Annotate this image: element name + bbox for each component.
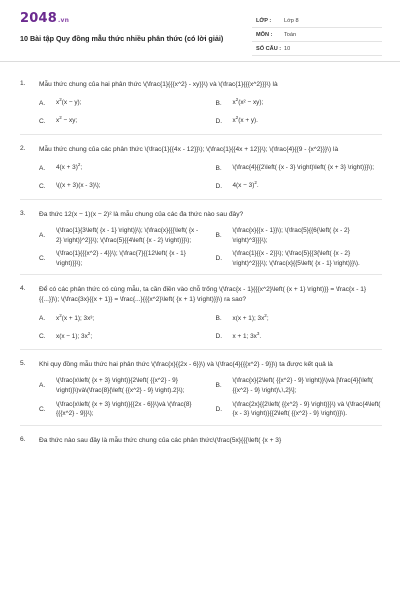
option-letter: B. xyxy=(215,382,222,390)
option-text-tail: − xy; xyxy=(61,117,78,125)
logo-main: 2048 xyxy=(20,11,57,26)
option-text-main: \(\frac{x\left( {x + 3} \right)}{{2x - 6}}\)và \(\frac{8}{{{x^2} - 9}}\); xyxy=(56,400,192,418)
option-text-tail: (x + 1); 3x³; xyxy=(61,314,95,322)
option-text xyxy=(233,98,264,108)
answer-option[interactable] xyxy=(39,400,206,419)
answer-option[interactable] xyxy=(39,179,206,193)
meta-row-count xyxy=(252,42,382,56)
option-text-main: x(x − 1); 3x xyxy=(56,332,88,340)
option-exponent: 2 xyxy=(59,97,62,103)
option-text xyxy=(233,400,383,419)
question-text: Khi quy đồng mẫu thức hai phân thức \(\frac{x}{{2x - 6}}\) và \(\frac{4}{{{x^2} - 9}}\) ta được kết quả là xyxy=(39,361,333,369)
meta-label: SỐ CÂU : xyxy=(256,46,282,52)
option-text xyxy=(233,376,383,395)
answer-option[interactable] xyxy=(39,311,206,325)
question-number: 6. xyxy=(20,435,26,443)
question-text: Đa thức nào sau đây là mẫu thức chung của các phân thức\(\frac{5x}{{{\left( {x + 3} xyxy=(39,436,282,444)
option-text-main: x(x + 1); 3x xyxy=(232,314,265,322)
question-text: Mẫu thức chung của các phân thức \(\frac{1}{{4x - 12}}\); \(\frac{1}{{4x + 12}}\); \(\frac{4}{{9 - {x^2}}}\) là xyxy=(39,146,339,153)
question-list xyxy=(0,70,400,452)
question-number: 5. xyxy=(20,360,26,368)
option-text xyxy=(56,98,81,108)
option-text xyxy=(56,181,101,191)
answer-options xyxy=(39,226,382,268)
answer-option[interactable] xyxy=(216,329,383,343)
answer-option[interactable] xyxy=(216,249,383,268)
option-exponent: 2 xyxy=(77,162,81,168)
option-text-main: x xyxy=(232,117,236,125)
meta-label: LỚP : xyxy=(256,18,272,24)
answer-option[interactable] xyxy=(39,226,206,245)
option-text-tail: ; xyxy=(90,332,93,340)
option-letter: C. xyxy=(39,182,46,190)
answer-option[interactable] xyxy=(39,376,206,395)
option-exponent: 2 xyxy=(235,97,239,103)
option-letter: A. xyxy=(39,99,46,107)
option-text xyxy=(233,314,269,324)
option-text-main: \(\frac{1}{{{x^2} - 4}}\); \(\frac{7}{{12\left( {x - 1} \right)}}\); xyxy=(56,250,186,267)
option-text xyxy=(56,376,206,395)
option-text xyxy=(56,116,77,126)
option-text-tail: . xyxy=(259,332,262,340)
option-text xyxy=(56,226,206,245)
option-exponent: 2 xyxy=(264,312,267,318)
option-exponent: 2 xyxy=(254,180,257,186)
answer-option[interactable] xyxy=(39,161,206,175)
option-letter: B. xyxy=(215,232,222,240)
option-letter: A. xyxy=(39,314,46,322)
answer-option[interactable] xyxy=(216,114,383,128)
option-text-main: \(\frac{x}{{x - 1}}\); \(\frac{5}{{6{\left( {x - 2} \right)^3}}}\); xyxy=(232,227,350,244)
document-title: 10 Bài tập Quy đồng mẫu thức nhiều phân thức (có lời giải) xyxy=(20,34,224,43)
option-text xyxy=(233,226,383,245)
site-logo[interactable] xyxy=(20,11,69,26)
answer-option[interactable] xyxy=(216,161,383,175)
option-letter: D. xyxy=(215,405,223,413)
question-number: 4. xyxy=(20,285,26,293)
option-exponent: 2 xyxy=(59,115,62,121)
meta-value: Toán xyxy=(284,32,297,38)
option-exponent: 2 xyxy=(235,115,239,121)
answer-option[interactable] xyxy=(39,96,206,110)
option-text xyxy=(56,400,206,419)
option-letter: D. xyxy=(215,255,223,263)
option-letter: C. xyxy=(39,117,46,125)
option-text xyxy=(56,249,206,268)
option-exponent: 2 xyxy=(59,312,62,318)
option-text-main: \(\frac{x\left( {x + 3} \right)}{2\left( {{x^2} - 9} \right)}\)và\(\frac{8}{\left( {{x^2} - 9} \right).2}\); xyxy=(56,377,185,394)
question-1 xyxy=(20,70,382,135)
option-text-main: \(\frac{1}{{x - 2}}\); \(\frac{5}{{3{\left( {x - 2} \right)^2}}}\); \(\frac{x}{{5\left( {x - 1} \right)}}\). xyxy=(232,250,360,267)
option-letter: C. xyxy=(39,332,46,340)
question-text: Để có các phân thức có cùng mẫu, ta cần điền vào chỗ trống \(\frac{x - 1}{{{x^2}\left( {x + 1} \right)}} = \frac{x - 1}{{...}}\); \(\frac{3x}{{x + 1}} = \frac{...}{{{x^2}\left( {x + 1} \right)}}\) ra sao? xyxy=(39,286,367,304)
logo-suffix: .vn xyxy=(57,17,70,24)
option-letter: D. xyxy=(215,332,223,340)
answer-option[interactable] xyxy=(216,96,383,110)
meta-value: 10 xyxy=(284,46,291,52)
option-text-main: \(\frac{x}{2\left( {{x^2} - 9} \right)}\)và [\frac{4}{\left( {{x^2} - 9} \right)\,\,2}\]; xyxy=(232,377,373,394)
answer-option[interactable] xyxy=(39,114,206,128)
meta-row-class xyxy=(252,14,382,28)
option-text xyxy=(233,163,375,173)
question-text: Đa thức 12(x − 1)(x − 2)² là mẫu chung của các đa thức nào sau đây? xyxy=(39,211,244,218)
answer-option[interactable] xyxy=(39,329,206,343)
option-text-main: x + 1; 3x xyxy=(232,332,257,340)
option-text xyxy=(56,332,92,342)
answer-options xyxy=(39,376,382,418)
option-letter: B. xyxy=(215,164,222,172)
option-text xyxy=(233,332,262,342)
question-2 xyxy=(20,135,382,200)
answer-option[interactable] xyxy=(216,311,383,325)
option-letter: C. xyxy=(39,405,46,413)
option-text-main: 4(x − 3) xyxy=(232,182,255,190)
answer-option[interactable] xyxy=(216,226,383,245)
option-letter: B. xyxy=(215,314,222,322)
answer-option[interactable] xyxy=(216,376,383,395)
answer-option[interactable] xyxy=(216,400,383,419)
option-letter: A. xyxy=(39,382,46,390)
option-letter: A. xyxy=(39,232,46,240)
question-number: 1. xyxy=(20,80,26,87)
question-number: 3. xyxy=(20,210,26,217)
option-text-main: 4(x + 3) xyxy=(56,164,78,172)
option-text-main: x xyxy=(56,99,60,107)
option-text xyxy=(233,249,383,268)
question-5 xyxy=(20,350,382,425)
question-6 xyxy=(20,426,382,452)
option-text xyxy=(56,163,82,173)
option-text xyxy=(56,314,94,324)
question-4 xyxy=(20,275,382,350)
option-exponent: 2 xyxy=(87,330,91,336)
option-text-main: x xyxy=(56,314,60,322)
option-text-tail: (x + y). xyxy=(238,117,258,125)
page-header xyxy=(0,0,400,62)
option-letter: A. xyxy=(39,164,46,172)
option-text-main: \(\frac{1}{3\left( {x - 1} \right)}\); \(\frac{x}{{{\left( {x - 2} \right)}^2}}\); \(\frac{5}{{4\left( {x - 2} \right)}}\); xyxy=(56,227,199,244)
option-letter: C. xyxy=(39,255,46,263)
option-text-main: \(\frac{2x}{{2\left( {{x^2} - 9} \right)}}\) và \(\frac{4\left( {x - 3} \right)}{{2\left( {{x^2} - 9} \right)}}\). xyxy=(232,400,381,418)
option-text-main: x xyxy=(56,117,60,125)
option-text-main: \((x + 3)(x - 3)\); xyxy=(56,182,101,190)
answer-option[interactable] xyxy=(39,249,206,268)
meta-label: MÔN : xyxy=(256,32,273,38)
option-text-tail: (x² − xy); xyxy=(238,99,264,107)
answer-options xyxy=(39,96,382,128)
answer-options xyxy=(39,161,382,193)
option-text xyxy=(233,181,259,191)
option-text-tail: ; xyxy=(80,164,83,172)
question-3 xyxy=(20,200,382,275)
question-number: 2. xyxy=(20,145,26,152)
option-letter: D. xyxy=(215,182,223,190)
answer-option[interactable] xyxy=(216,179,383,193)
meta-row-subject xyxy=(252,28,382,42)
answer-options xyxy=(39,311,382,343)
option-text-main: \(\frac{4}{{2\left( {x - 3} \right)\left( {x + 3} \right)}}\); xyxy=(232,164,375,172)
option-text-tail: . xyxy=(256,182,259,190)
meta-panel xyxy=(252,14,382,56)
meta-value: Lớp 8 xyxy=(284,18,299,24)
option-letter: D. xyxy=(215,117,223,125)
option-letter: B. xyxy=(215,99,222,107)
option-exponent: 3 xyxy=(256,330,260,336)
question-text: Mẫu thức chung của hai phân thức \(\frac{1}{{{x^2} - xy}}\) và \(\frac{1}{{{x^2}}}\) là xyxy=(39,81,278,88)
option-text-tail: ; xyxy=(266,314,269,322)
option-text-tail: (x − y); xyxy=(61,99,82,107)
option-text xyxy=(233,116,258,126)
option-text-main: x xyxy=(232,99,236,107)
